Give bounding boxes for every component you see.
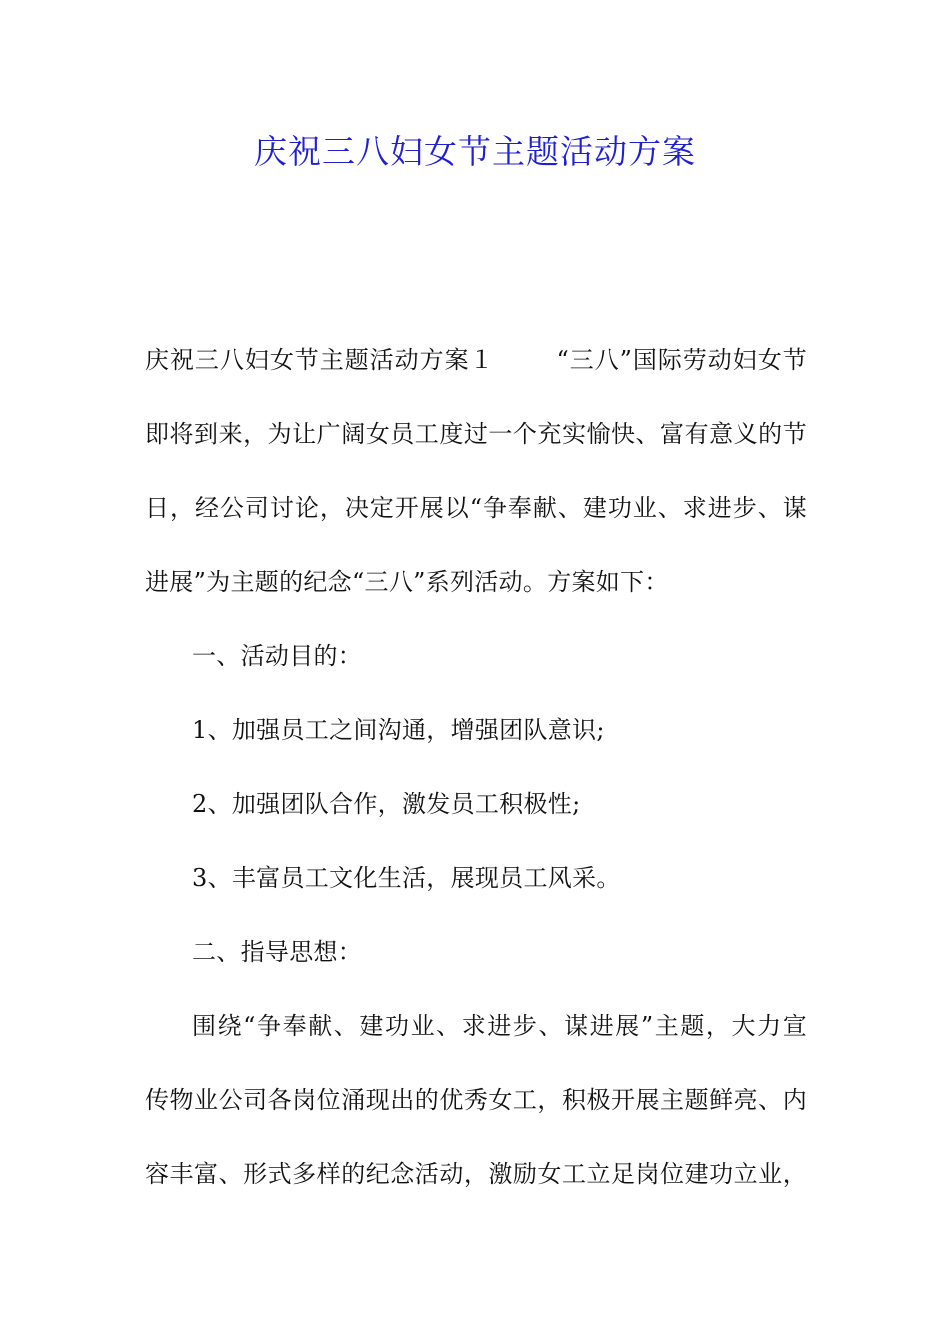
- intro-line-2: 即将到来，为让广阔女员工度过一个充实愉快、富有意义的节: [145, 420, 807, 448]
- document-title: 庆祝三八妇女节主题活动方案: [254, 132, 696, 171]
- intro-line-3: 日，经公司讨论，决定开展以“争奉献、建功业、求进步、谋: [145, 494, 807, 522]
- list-item: 3、丰富员工文化生活，展现员工风采。: [192, 864, 621, 892]
- paragraph-line: 围绕“争奉献、建功业、求进步、谋进展”主题，大力宣: [192, 1012, 807, 1040]
- list-item: 2、加强团队合作，激发员工积极性;: [192, 790, 581, 818]
- intro-heading-text: 庆祝三八妇女节主题活动方案１: [145, 346, 495, 374]
- intro-opening-text: “三八”国际劳动妇女节: [556, 346, 808, 374]
- paragraph-line: 容丰富、形式多样的纪念活动，激励女工立足岗位建功立业，: [145, 1160, 807, 1188]
- document-body: [145, 338, 807, 1226]
- intro-line-4: 进展”为主题的纪念“三八”系列活动。方案如下：: [145, 568, 669, 596]
- intro-line-1: [145, 338, 807, 412]
- paragraph-line: 传物业公司各岗位涌现出的优秀女工，积极开展主题鲜亮、内: [145, 1086, 807, 1114]
- section-heading-guiding-idea: 二、指导思想：: [192, 938, 363, 966]
- section-heading-purpose: 一、活动目的：: [192, 642, 363, 670]
- list-item: 1、加强员工之间沟通，增强团队意识;: [192, 716, 605, 744]
